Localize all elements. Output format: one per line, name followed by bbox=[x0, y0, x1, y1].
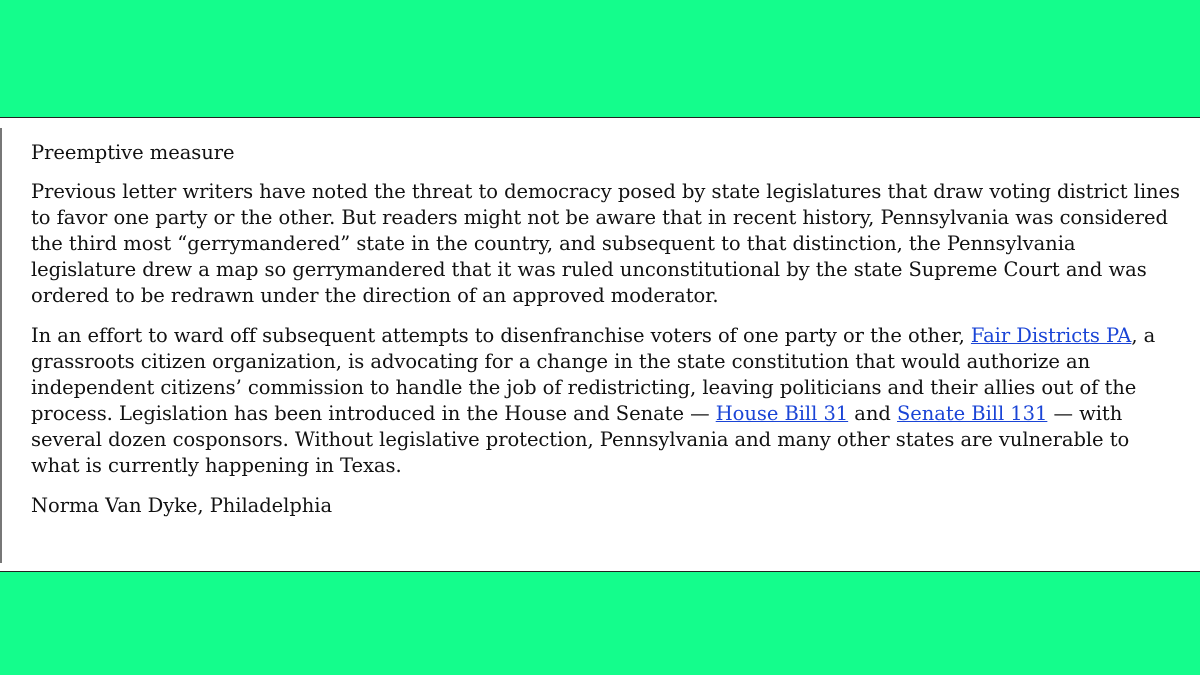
paragraph-2-text-c: and bbox=[848, 402, 897, 425]
paragraph-1: Previous letter writers have noted the threat to democracy posed by state legislatures that draw voting district lines to favor one party or the other. But readers might not be aware that in recent history, Pennsylvania was considered the third most “gerrymandered” state in the country, and subsequent to that distinction, the Pennsylvania legislature drew a map so gerrymandered that it was ruled unconstitutional by the state Supreme Court and was ordered to be redrawn under the direction of an approved moderator. bbox=[31, 180, 1181, 307]
left-divider bbox=[0, 128, 2, 563]
house-bill-31-link[interactable]: House Bill 31 bbox=[715, 402, 849, 425]
letter-body bbox=[31, 140, 1181, 519]
signature: Norma Van Dyke, Philadelphia bbox=[31, 494, 333, 517]
paragraph-2-text-d: — with several dozen cosponsors. Without legislative protection, Pennsylvania and many other states are vulnerable to what is currently happening in Texas. bbox=[31, 402, 1130, 477]
fair-districts-pa-link[interactable]: Fair Districts PA bbox=[970, 324, 1132, 347]
letter-panel bbox=[0, 117, 1200, 572]
paragraph-2-text-b: , a grassroots citizen organization, is advocating for a change in the state constitution that would authorize an independent citizens’ commission to handle the job of redistricting, leaving politicians and their allies out of the process. Legislation has been introduced in the House and Senate — bbox=[31, 324, 1156, 425]
paragraph-2 bbox=[31, 323, 1181, 479]
paragraph-2-text-a: In an effort to ward off subsequent attempts to disenfranchise voters of one party or the other, bbox=[31, 324, 971, 347]
letter-heading: Preemptive measure bbox=[31, 141, 235, 164]
senate-bill-131-link[interactable]: Senate Bill 131 bbox=[896, 402, 1048, 425]
